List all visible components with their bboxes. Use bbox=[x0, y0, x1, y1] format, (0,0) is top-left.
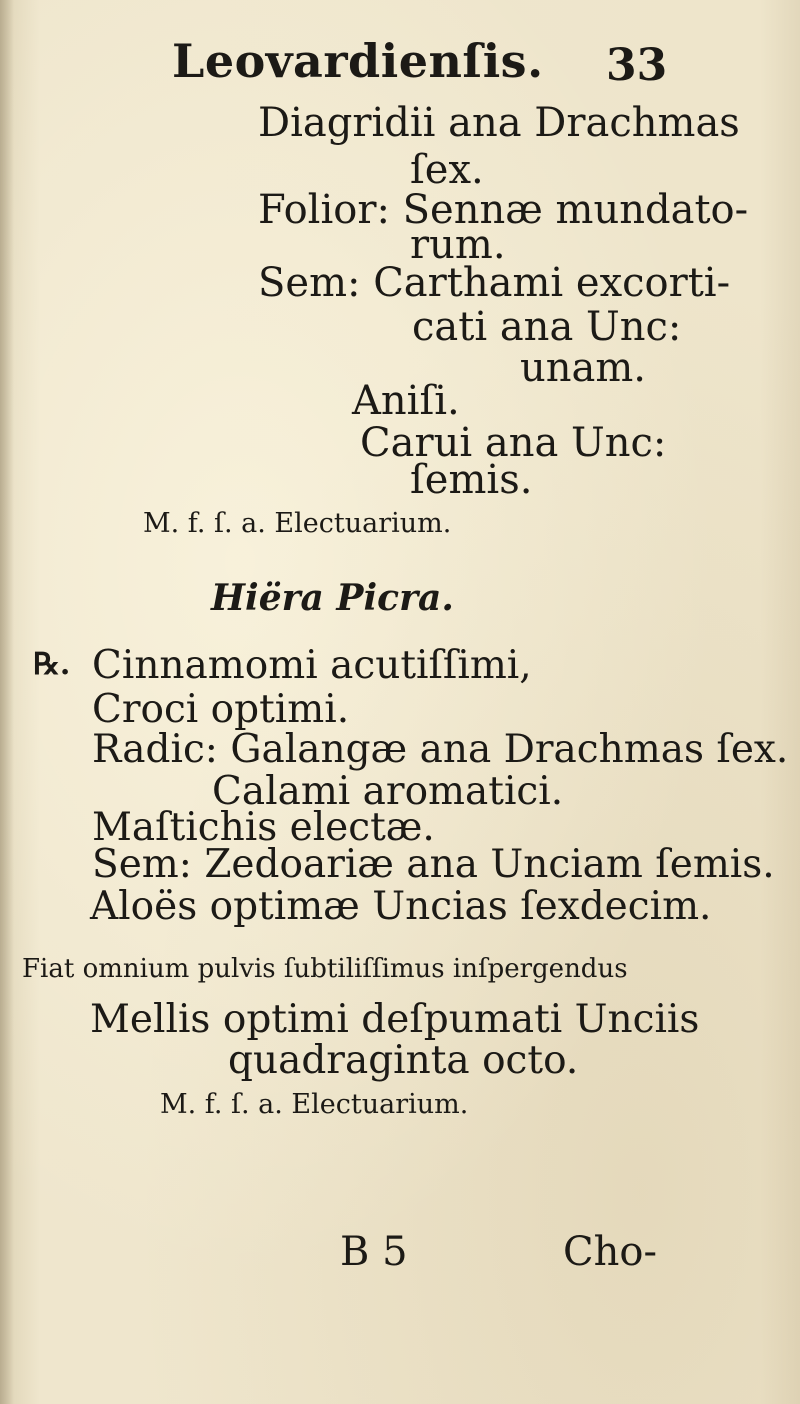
recipe-line: quadraginta octo. bbox=[228, 1038, 579, 1083]
section-title: Hiëra Picra. bbox=[211, 577, 454, 619]
recipe-line: ſex. bbox=[410, 147, 484, 193]
recipe-closing: M. f. ſ. a. Electuarium. bbox=[143, 508, 452, 539]
recipe-closing: M. f. ſ. a. Electuarium. bbox=[160, 1089, 469, 1120]
recipe-line: Diagridii ana Drachmas bbox=[258, 100, 740, 146]
recipe-line: Aloës optimæ Uncias ſexdecim. bbox=[90, 884, 712, 929]
running-title: Leovardienſis. bbox=[172, 34, 544, 88]
recipe-symbol: ℞. bbox=[33, 647, 71, 682]
recipe-line: cati ana Unc: bbox=[412, 304, 682, 350]
recipe-line: Folior: Sennæ mundato- bbox=[258, 187, 749, 233]
page-gutter-shadow bbox=[0, 0, 14, 1404]
recipe-line: Croci optimi. bbox=[92, 687, 350, 732]
recipe-line: Aniſi. bbox=[352, 378, 460, 424]
recipe-line: ſemis. bbox=[410, 457, 533, 503]
recipe-line: unam. bbox=[520, 345, 647, 391]
recipe-line: Radic: Galangæ ana Drachmas ſex. bbox=[92, 727, 789, 772]
recipe-line: rum. bbox=[410, 222, 506, 268]
page-number: 33 bbox=[606, 40, 668, 91]
recipe-line: Sem: Zedoariæ ana Unciam ſemis. bbox=[92, 842, 775, 887]
recipe-line: Sem: Carthami excorti- bbox=[258, 260, 731, 306]
recipe-line: Calami aromatici. bbox=[212, 769, 564, 814]
signature-mark: B 5 bbox=[340, 1229, 408, 1275]
recipe-line: Maſtichis electæ. bbox=[92, 805, 435, 850]
recipe-instruction: Fiat omnium pulvis ſubtiliſſimus inſpergendus bbox=[22, 954, 628, 984]
catchword: Cho- bbox=[563, 1229, 657, 1275]
recipe-line: Mellis optimi deſpumati Unciis bbox=[90, 997, 700, 1042]
recipe-line: Carui ana Unc: bbox=[360, 420, 667, 466]
recipe-line: Cinnamomi acutiſſimi, bbox=[92, 643, 532, 688]
